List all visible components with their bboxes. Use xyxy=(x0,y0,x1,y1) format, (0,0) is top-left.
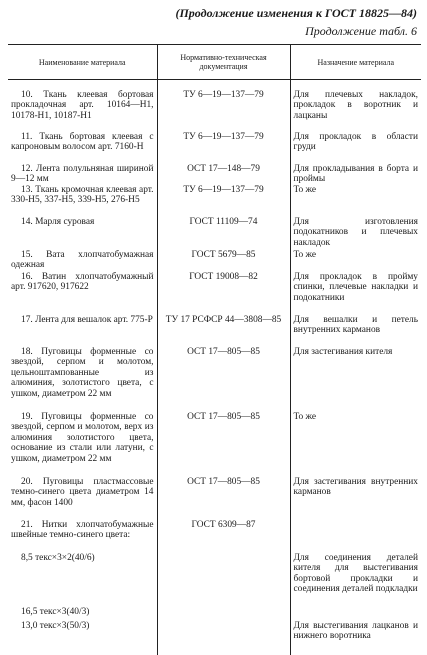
material-cell: 8,5 текс×3×2(40/6) xyxy=(21,552,95,563)
purpose-cell: Для выстегивания лацканов и нижнего воротника xyxy=(290,621,421,655)
purpose-cell: Для изготовления подокатников и плечевых накладок xyxy=(290,217,421,250)
purpose-cell: Для соединения деталей кителя для выстегивания бортовой прокладки и соединения деталей подкладки xyxy=(290,553,421,607)
material-cell: 13,0 текс×3(50/3) xyxy=(21,620,90,631)
doc-cell: ОСТ 17—805—85 xyxy=(157,412,290,477)
table-row xyxy=(8,520,421,553)
material-cell: 17. Лента для вешалок арт. 775-Р xyxy=(21,314,153,325)
table-row xyxy=(8,185,421,217)
doc-cell: ОСТ 17—148—79 xyxy=(157,164,290,185)
purpose-cell: То же xyxy=(290,412,421,477)
material-cell: 16. Ватин хлопчатобумажный арт. 917620, 917622 xyxy=(11,271,154,292)
doc-cell xyxy=(157,553,290,607)
doc-cell: ТУ 17 РСФСР 44—3808—85 xyxy=(157,315,290,347)
table-row xyxy=(8,621,421,655)
doc-cell xyxy=(157,621,290,655)
table-row xyxy=(8,164,421,185)
table-continuation-label: Продолжение табл. 6 xyxy=(305,24,417,38)
table-row xyxy=(8,80,421,90)
column-header-material: Наименование материала xyxy=(8,45,157,80)
material-cell: 11. Ткань бортовая клеевая с капроновым волосом арт. 7160-Н xyxy=(11,131,154,152)
purpose-cell: Для прокладывания в борта и проймы xyxy=(290,164,421,185)
table-header-row xyxy=(8,45,421,80)
material-cell: 15. Вата хлопчатобумажная одежная xyxy=(11,249,154,270)
doc-cell xyxy=(157,607,290,621)
doc-cell: ТУ 6—19—137—79 xyxy=(157,132,290,164)
table-row xyxy=(8,347,421,412)
doc-cell: ОСТ 17—805—85 xyxy=(157,347,290,412)
doc-cell: ГОСТ 11109—74 xyxy=(157,217,290,250)
material-cell: 19. Пуговицы форменные со звездой, серпом и молотом, верх из алюминия золотистого цвета, основание из стали или латуни, с ушком, диаметром 22 мм xyxy=(11,411,154,464)
table-row xyxy=(8,607,421,621)
doc-cell: ГОСТ 5679—85 xyxy=(157,250,290,272)
purpose-cell: Для прокладок в пройму спинки, плечевые накладки и подокатники xyxy=(290,272,421,315)
purpose-cell: То же xyxy=(290,185,421,217)
table-row xyxy=(8,477,421,520)
material-cell: 18. Пуговицы форменные со звездой, серпом и молотом, цельноштампованные из алюминия, золотистого цвета, с ушком, диаметром 22 мм xyxy=(11,346,154,399)
purpose-cell: Для застегивания кителя xyxy=(290,347,421,412)
continuation-note: (Продолжение изменения к ГОСТ 18825—84) xyxy=(175,6,417,20)
table-row xyxy=(8,412,421,477)
doc-cell: ТУ 6—19—137—79 xyxy=(157,90,290,132)
purpose-cell: Для плечевых накладок, прокладок в воротник и лацканы xyxy=(290,90,421,132)
doc-cell: ОСТ 17—805—85 xyxy=(157,477,290,520)
purpose-cell xyxy=(290,520,421,553)
doc-cell: ГОСТ 19008—82 xyxy=(157,272,290,315)
table-row xyxy=(8,217,421,250)
table-row xyxy=(8,553,421,607)
table-row xyxy=(8,250,421,272)
column-header-purpose: Назначение материала xyxy=(290,45,421,80)
material-cell: 16,5 текс×3(40/3) xyxy=(21,606,90,617)
purpose-cell: Для вешалки и петель внутренних карманов xyxy=(290,315,421,347)
table-row xyxy=(8,315,421,347)
table-row xyxy=(8,132,421,164)
column-header-documentation: Нормативно-техническая документация xyxy=(157,45,290,80)
purpose-cell: То же xyxy=(290,250,421,272)
doc-cell: ТУ 6—19—137—79 xyxy=(157,185,290,217)
table-row xyxy=(8,272,421,315)
purpose-cell: Для застегивания внутренних карманов xyxy=(290,477,421,520)
material-cell: 21. Нитки хлопчатобумажные швейные темно-синего цвета: xyxy=(11,519,154,540)
material-cell: 12. Лента полульняная шириной 9—12 мм xyxy=(11,163,154,184)
doc-cell: ГОСТ 6309—87 xyxy=(157,520,290,553)
material-cell: 20. Пуговицы пластмассовые темно-синего цвета диаметром 14 мм, фасон 1400 xyxy=(11,476,154,508)
material-cell: 14. Марля суровая xyxy=(21,216,95,227)
purpose-cell xyxy=(290,607,421,621)
material-cell: 13. Ткань кромочная клеевая арт. 330-Н5, 337-Н5, 339-Н5, 276-Н5 xyxy=(11,184,154,205)
purpose-cell: Для прокладок в области груди xyxy=(290,132,421,164)
material-cell: 10. Ткань клеевая бортовая прокладочная арт. 10164—Н1, 10178-Н1, 10187-Н1 xyxy=(11,89,154,121)
table-row xyxy=(8,90,421,132)
materials-table xyxy=(8,44,421,655)
